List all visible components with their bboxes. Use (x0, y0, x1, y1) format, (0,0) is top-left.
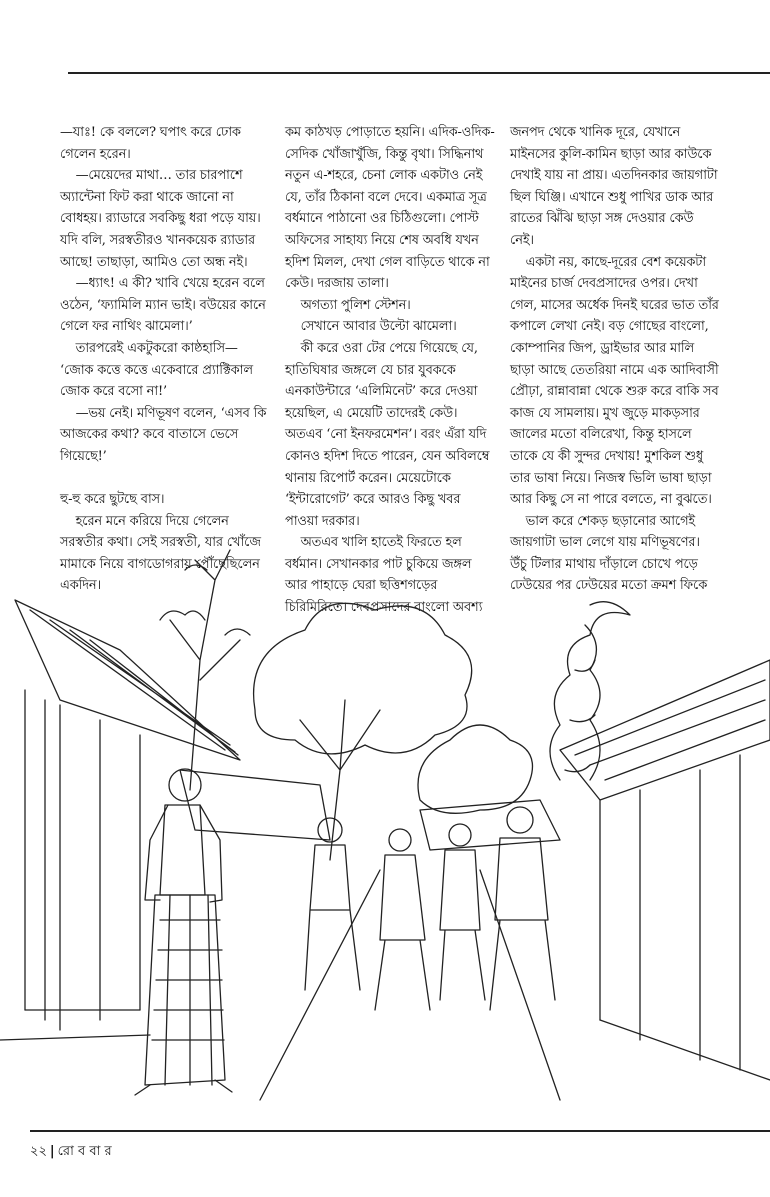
text-column-3 (510, 122, 720, 597)
paragraph: —ধ্যাৎ! এ কী? খাবি খেয়ে হরেন বলে ওঠেন, ‘ফ্যামিলি ম্যান ভাই। বউয়ের কানে গেলে ফর নাথিং ঝামেলা।’ (60, 276, 266, 335)
paragraph: তারপরেই একটুকরো কাষ্ঠহাসি— ‘জোক কত্তে কত্তে একেবারে প্র্যাক্টিকাল জোক করে বসো না!’ (60, 340, 253, 400)
page-number: ২২ (30, 1144, 47, 1159)
man-in-lungi (135, 769, 232, 1095)
page-footer (30, 1142, 112, 1163)
left-hut (0, 600, 240, 1040)
paragraph: অগত্যা পুলিশ স্টেশন। (300, 297, 411, 313)
paragraph: একটা নয়, কাছে-দূরের বেশ কয়েকটা মাইনের চার্জ দেবপ্রসাদের ওপর। দেখা গেল, মাসের অর্ধেক দিনই ঘরের ভাত তাঁর কপালে লেখা নেই। বড় গোছের বাংলো, কোম্পানির জিপ, ড্রাইভার আর মালি ছাড়া আছে তেতরিয়া নামে এক আদিবাসী প্রৌঢ়া, রান্নাবান্না থেকে শুরু করে বাকি সব কাজ যে সামলায়। মুখ জুড়ে মাকড়সার জালের মতো বলিরেখা, কিন্তু হাসলে তাকে যে কী সুন্দর দেখায়! মুশকিল শুধু তার ভাষা নিয়ে। নিজস্ব ভিলি ভাষা ছাড়া আর কিছু সে না পারে বলতে, না বুঝতে। (510, 254, 719, 508)
paragraph: জনপদ থেকে খানিক দূরে, যেখানে মাইনসের কুলি-কামিন ছাড়া আর কাউকে দেখাই যায় না প্রায়। এতদিনকার জায়গাটা ছিল ঘিঞ্জি। এখানে শুধু পাখির ডাক আর রাতের ঝিঁঝি ছাড়া সঙ্গ দেওয়ার কেউ নেই। (510, 125, 718, 248)
paragraph: হরেন মনে করিয়ে দিয়ে গেলেন সরস্বতীর কথা। সেই সরস্বতী, যার খোঁজে মামাকে নিয়ে বাগডোগরায় পৌঁছেছিলেন একদিন। (60, 513, 261, 594)
story-illustration (0, 540, 770, 1120)
paragraph: অতএব খালি হাতেই ফিরতে হল বর্ধমান। সেখানকার পাট চুকিয়ে জঙ্গল আর পাহাড়ে ঘেরা ছত্তিশগড়ের চিরিমিরিতে। দেবপ্রসাদের বাংলো অবশ্য (285, 535, 483, 616)
magazine-name: রো ব বা র (57, 1144, 112, 1159)
paragraph: সেখানে আবার উল্টো ঝামেলা। (300, 319, 457, 335)
village-street (180, 770, 560, 1100)
footer-rule (30, 1130, 770, 1132)
paragraph: হু-হু করে ছুটছে বাস। (60, 492, 165, 508)
text-column-1 (60, 122, 270, 597)
top-rule (68, 72, 770, 74)
paragraph: কম কাঠখড় পোড়াতে হয়নি। এদিক-ওদিক-সেদিক খোঁজাখুঁজি, কিন্তু বৃথা। সিদ্ধিনাথ নতুন এ-শহরে, চেনা লোক একটাও নেই যে, তাঁর ঠিকানা বলে দেবে। একমাত্র সূত্র বর্ধমানে পাঠানো ওর চিঠিগুলো। পোস্ট অফিসের সাহায্য নিয়ে শেষ অবধি যখন হদিশ মিলল, দেখা গেল বাড়িতে থাকে না কেউ। দরজায় তালা। (285, 125, 495, 292)
paragraph: ভাল করে শেকড় ছড়ানোর আগেই জায়গাটা ভাল লেগে যায় মণিভূষণের। উঁচু টিলার মাথায় দাঁড়ালে চোখে পড়ে ঢেউয়ের পর ঢেউয়ের মতো ক্রমশ ফিকে (510, 513, 708, 594)
paragraph: কী করে ওরা টের পেয়ে গিয়েছে যে, হাতিঘিষার জঙ্গলে যে চার যুবককে এনকাউন্টারে ‘এলিমিনেট’ করে দেওয়া হয়েছিল, এ মেয়েটি তাদেরই কেউ। অতএব ‘নো ইনফরমেশন’। বরং এঁরা যদি কোনও হদিশ দিতে পারেন, যেন অবিলম্বে থানায় রিপোর্ট করেন। মেয়েটোকে ‘ইন্টারোগেট’ করে আরও কিছু খবর পাওয়া দরকার। (285, 340, 490, 529)
paragraph: —ভয় নেই। মণিভূষণ বলেন, ‘এসব কি আজকের কথা? কবে বাতাসে ভেসে গিয়েছে!’ (60, 405, 267, 464)
paragraph: —মেয়েদের মাথা… তার চারপাশে অ্যান্টেনা ফিট করা থাকে জানো না বোধহয়। র‍্যাডারে সবকিছু ধরা পড়ে যায়। যদি বলি, সরস্বতীরও খানকয়েক র‍্যাডার আছে! তাছাড়া, আমিও তো অন্ধ নই। (60, 168, 261, 270)
central-tree (254, 603, 533, 860)
paragraph: —যাঃ! কে বললে? ঘপাৎ করে ঢোক গেলেন হরেন। (60, 125, 241, 162)
footer-separator: | (49, 1144, 55, 1159)
